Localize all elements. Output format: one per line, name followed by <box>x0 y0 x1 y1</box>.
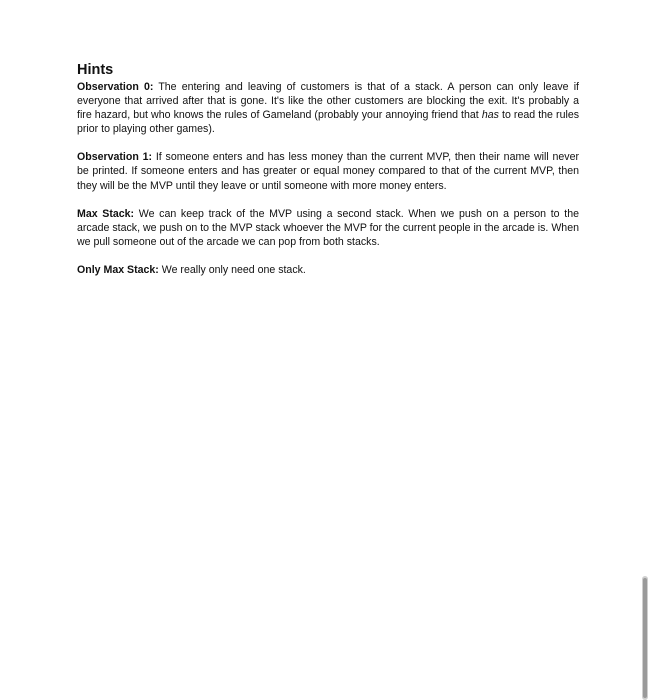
max-stack-paragraph <box>77 207 579 249</box>
document-page <box>77 62 579 291</box>
scrollbar-thumb[interactable] <box>643 578 647 698</box>
only-max-stack-text: We really only need one stack. <box>158 263 306 276</box>
observation-0-paragraph <box>77 80 579 136</box>
observation-1-lead: Observation 1: <box>77 151 153 164</box>
hints-heading: Hints <box>77 62 114 78</box>
observation-0-text: The entering and leaving of customers is that of a stack. A person can only leave if everyone that arrived after that is gone. It's like the other customers are blocking the exit. It's probably a fire hazard, but who knows the rules of Gameland (probably your annoying friend that <box>77 81 579 122</box>
only-max-stack-lead: Only Max Stack: <box>77 263 159 276</box>
observation-0-emphasis: has <box>481 109 499 122</box>
vertical-scrollbar[interactable] <box>642 576 648 700</box>
max-stack-lead: Max Stack: <box>77 207 135 220</box>
max-stack-text: We can keep track of the MVP using a second stack. When we push on a person to the arcade stack, we push on to the MVP stack whoever the MVP for the current people in the arcade is. When we pull someone out of the arcade we can pop from both stacks. <box>77 207 579 248</box>
observation-1-text: If someone enters and has less money than the current MVP, then their name will never be printed. If someone enters and has greater or equal money compared to that of the current MVP, then they will be the MVP until they leave or until someone with more money enters. <box>77 151 579 192</box>
observation-0-text-after: to read the rules prior to playing other games). <box>77 109 580 136</box>
only-max-stack-paragraph <box>77 263 579 277</box>
observation-1-paragraph <box>77 150 579 192</box>
observation-0-lead: Observation 0: <box>77 81 154 93</box>
